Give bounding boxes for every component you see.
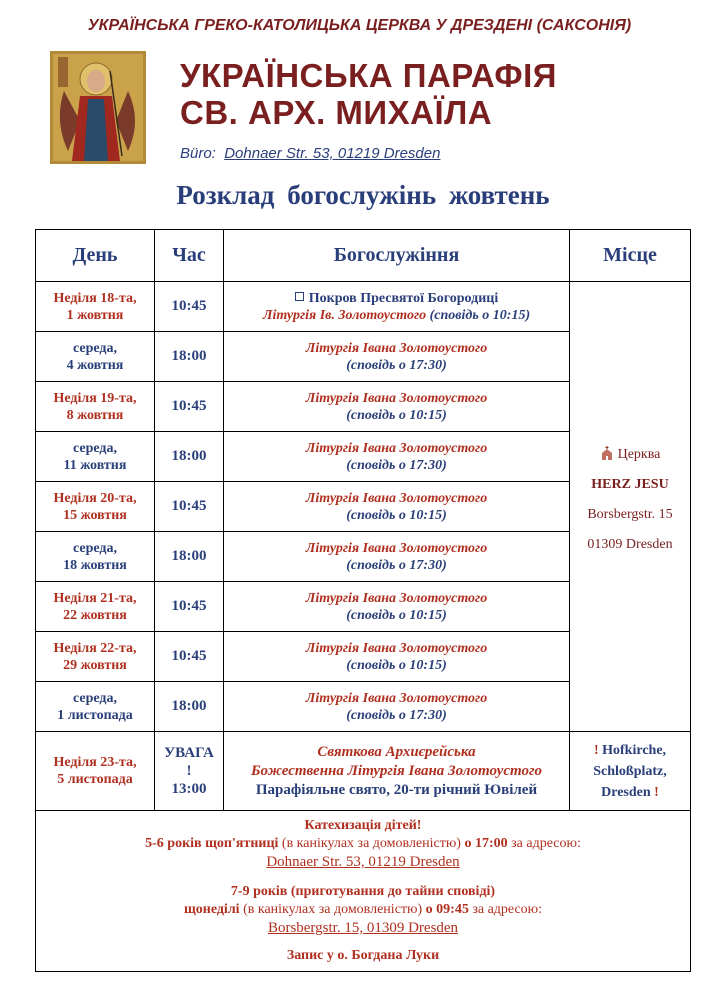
service-cell: Літургія Івана Золотоустого (сповідь о 10:15) xyxy=(224,632,570,682)
day-cell: середа, 11 жовтня xyxy=(36,432,155,482)
place-street: Borsbergstr. 15 xyxy=(587,507,673,522)
place-church: Церква xyxy=(570,446,690,463)
catechesis-cell xyxy=(36,811,691,972)
catechesis-address2-link[interactable]: Borsbergstr. 15, 01309 Dresden xyxy=(267,920,459,936)
day-cell: Неділя 21-та, 22 жовтня xyxy=(36,582,155,632)
day-cell: Неділя 20-та, 15 жовтня xyxy=(36,482,155,532)
time-cell: 18:00 xyxy=(155,332,224,382)
catechesis-address1-link[interactable]: Dohnaer Str. 53, 01219 Dresden xyxy=(266,854,460,870)
day-cell: середа, 4 жовтня xyxy=(36,332,155,382)
service-cell: Покров Пресвятої Богородиці Літургія Ів. Золотоустого (сповідь о 10:15) xyxy=(224,282,570,332)
schedule-table xyxy=(35,229,691,972)
place-city: 01309 Dresden xyxy=(587,537,673,552)
day-cell: Неділя 19-та, 8 жовтня xyxy=(36,382,155,432)
service-cell: Літургія Івана Золотоустого (сповідь о 17:30) xyxy=(224,682,570,732)
catechesis-title: Катехизація дітей! xyxy=(304,818,422,833)
church-header-line: УКРАЇНСЬКА ГРЕКО-КАТОЛИЦЬКА ЦЕРКВА У ДРЕЗДЕНІ (САКСОНІЯ) xyxy=(87,17,632,34)
catechesis-signup: Запис у о. Богдана Луки xyxy=(286,948,440,963)
table-row-special xyxy=(36,732,691,811)
time-cell: 18:00 xyxy=(155,682,224,732)
parish-name-line2: СВ. АРХ. МИХАЇЛА xyxy=(180,94,493,131)
special-place-cell: ! Hofkirche, Schloßplatz, Dresden ! xyxy=(570,732,691,811)
column-header-place: Місце xyxy=(570,230,691,282)
service-cell: Літургія Івана Золотоустого (сповідь о 10:15) xyxy=(224,482,570,532)
time-cell: УВАГА ! 13:00 xyxy=(155,732,224,811)
service-cell: Літургія Івана Золотоустого (сповідь о 17:30) xyxy=(224,332,570,382)
time-cell: 10:45 xyxy=(155,582,224,632)
column-header-time: Час xyxy=(155,230,224,282)
table-header-row xyxy=(36,230,691,282)
office-address xyxy=(180,145,440,162)
column-header-service: Богослужіння xyxy=(224,230,570,282)
time-cell: 10:45 xyxy=(155,282,224,332)
schedule-title: Розклад богослужінь жовтень xyxy=(176,180,550,210)
office-address-link[interactable]: Dohnaer Str. 53, 01219 Dresden xyxy=(224,145,441,162)
time-cell: 18:00 xyxy=(155,432,224,482)
service-cell: Літургія Івана Золотоустого (сповідь о 17:30) xyxy=(224,432,570,482)
catechesis-row xyxy=(36,811,691,972)
service-cell: Святкова Архиєрейська Божественна Літургія Івана Золотоустого Парафіяльне свято, 20-ти річний Ювілей xyxy=(224,732,570,811)
day-cell: середа, 1 листопада xyxy=(36,682,155,732)
parish-name-line1: УКРАЇНСЬКА ПАРАФІЯ xyxy=(180,57,557,94)
day-cell: середа, 18 жовтня xyxy=(36,532,155,582)
church-icon xyxy=(600,446,614,460)
time-cell: 18:00 xyxy=(155,532,224,582)
day-cell: Неділя 22-та, 29 жовтня xyxy=(36,632,155,682)
square-bullet-icon xyxy=(295,292,304,301)
office-label: Büro: xyxy=(180,145,216,162)
day-cell: Неділя 23-та, 5 листопада xyxy=(36,732,155,811)
day-cell: Неділя 18-та, 1 жовтня xyxy=(36,282,155,332)
table-row xyxy=(36,282,691,332)
place-cell xyxy=(570,282,691,732)
column-header-day: День xyxy=(36,230,155,282)
time-cell: 10:45 xyxy=(155,482,224,532)
place-name: HERZ JESU xyxy=(591,477,669,492)
service-cell: Літургія Івана Золотоустого (сповідь о 10:15) xyxy=(224,382,570,432)
catechesis-group2-title: 7-9 років (приготування до тайни сповіді) xyxy=(230,884,496,899)
archangel-icon-image xyxy=(50,51,146,164)
catechesis-group1: 5-6 років щоп'ятниці (в канікулах за домовленістю) о 17:00 за адресою: xyxy=(145,836,581,851)
service-cell: Літургія Івана Золотоустого (сповідь о 10:15) xyxy=(224,582,570,632)
service-cell: Літургія Івана Золотоустого (сповідь о 17:30) xyxy=(224,532,570,582)
time-cell: 10:45 xyxy=(155,632,224,682)
time-cell: 10:45 xyxy=(155,382,224,432)
catechesis-group2: щонеділі (в канікулах за домовленістю) о 09:45 за адресою: xyxy=(183,902,543,917)
